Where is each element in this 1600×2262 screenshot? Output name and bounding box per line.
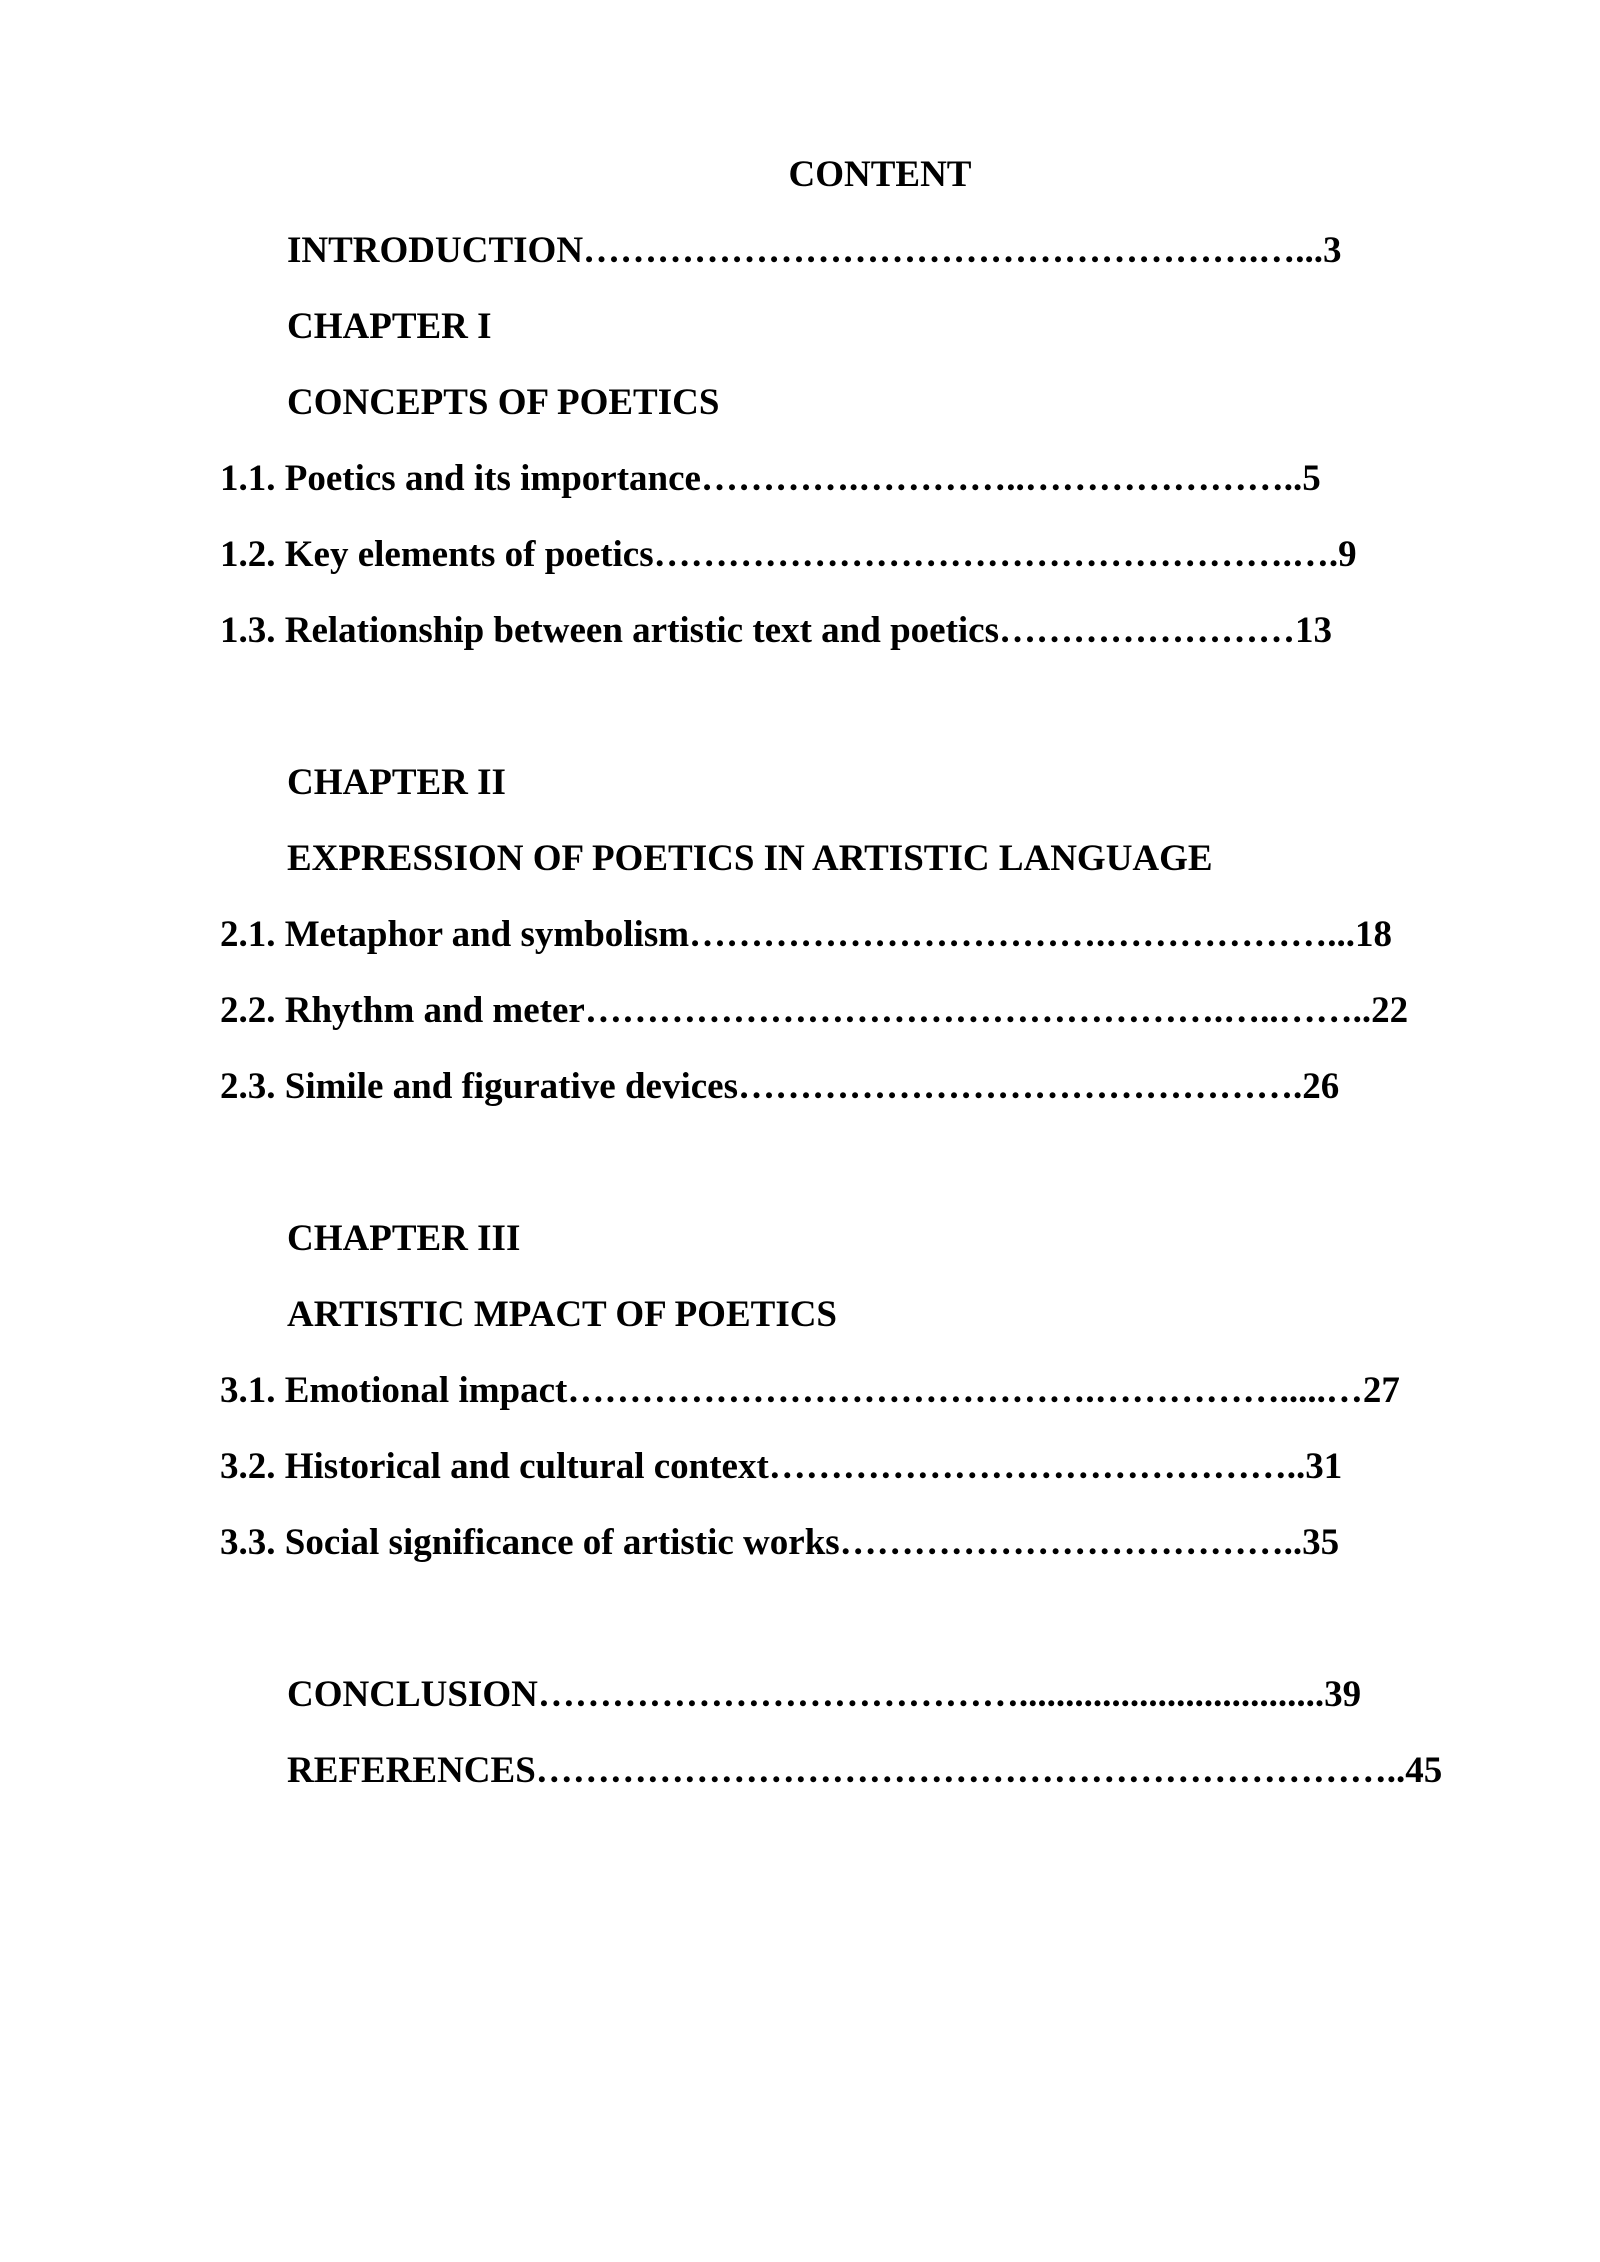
chapter-title-2: EXPRESSION OF POETICS IN ARTISTIC LANGUAGE [287, 838, 1213, 879]
toc-entry-2-2: 2.2. Rhythm and meter…………………………………………….…..……..22 [220, 990, 1409, 1031]
toc-entry-2-3: 2.3. Simile and figurative devices……………………………………….26 [220, 1066, 1340, 1107]
toc-entry-3-1: 3.1. Emotional impact…………………………………….…………….....…27 [220, 1370, 1400, 1411]
chapter-heading-1: CHAPTER I [287, 306, 492, 347]
chapter-title-1: CONCEPTS OF POETICS [287, 382, 720, 423]
toc-entry-1-2: 1.2. Key elements of poetics…………………………………………….….9 [220, 534, 1357, 575]
toc-entry-3-3: 3.3. Social significance of artistic works………………………………..35 [220, 1522, 1340, 1563]
chapter-heading-2: CHAPTER II [287, 762, 506, 803]
toc-entry-introduction: INTRODUCTION……………………………………………….…...3 [287, 230, 1342, 271]
toc-entry-references: REFERENCES……………………………………………………………..45 [287, 1750, 1443, 1791]
toc-entry-conclusion: CONCLUSION………………………………….................................39 [287, 1674, 1362, 1715]
chapter-title-3: ARTISTIC MPACT OF POETICS [287, 1294, 838, 1335]
toc-entry-1-3: 1.3. Relationship between artistic text and poetics……………………13 [220, 610, 1332, 651]
chapter-heading-3: CHAPTER III [287, 1218, 521, 1259]
toc-entry-2-1: 2.1. Metaphor and symbolism…………………………….………………...18 [220, 914, 1393, 955]
toc-entry-1-1: 1.1. Poetics and its importance………….…………..…………………..5 [220, 458, 1321, 499]
page-title: CONTENT [788, 154, 972, 195]
toc-entry-3-2: 3.2. Historical and cultural context……………………………………..31 [220, 1446, 1343, 1487]
